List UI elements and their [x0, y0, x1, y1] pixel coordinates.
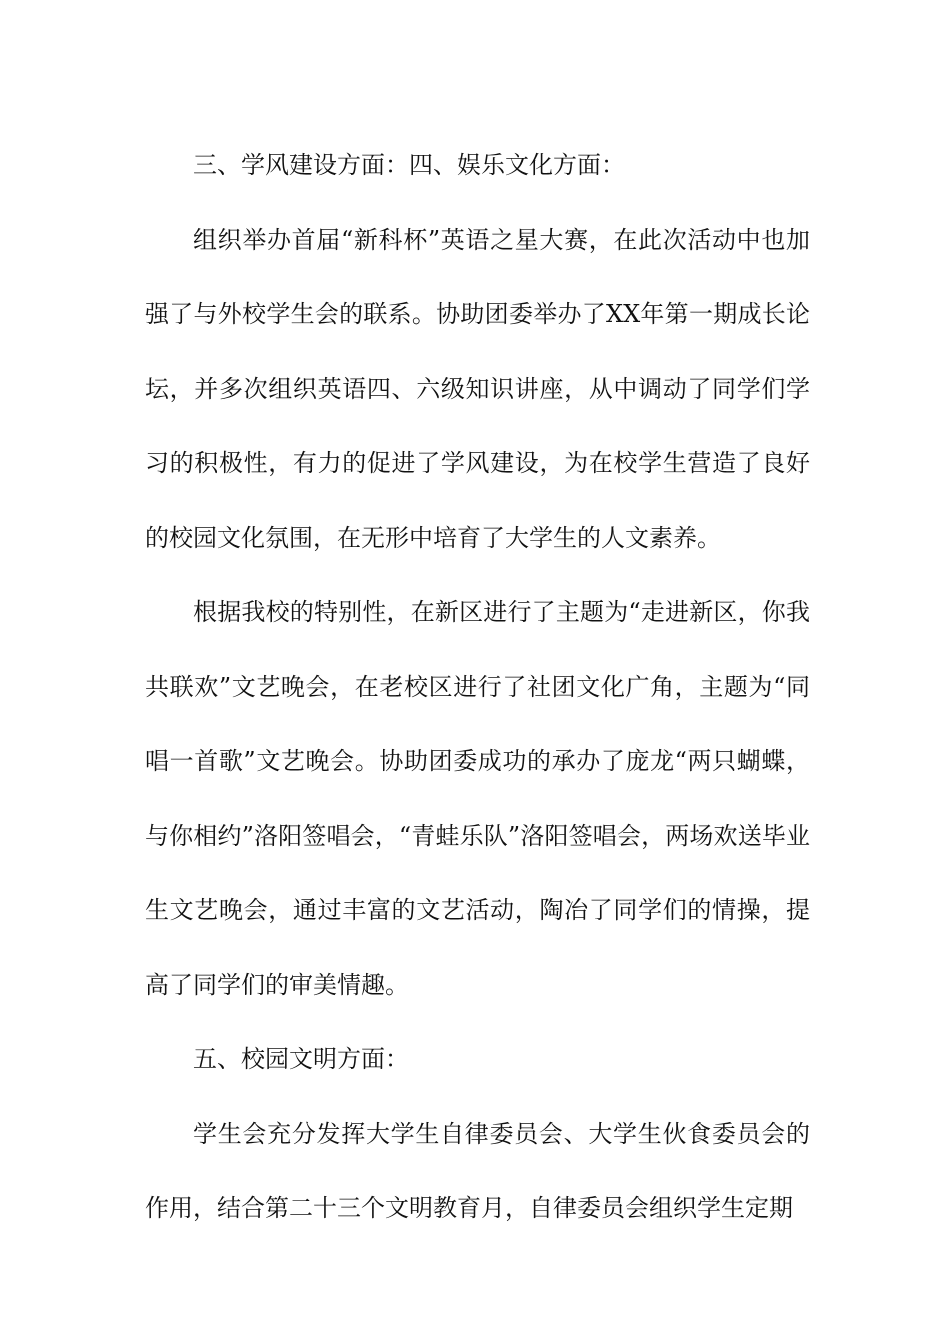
paragraph-campus-civility: 学生会充分发挥大学生自律委员会、大学生伙食委员会的作用，结合第二十三个文明教育月，自律委员会组织学生定期: [145, 1119, 810, 1222]
section-heading-study-entertainment: 三、学风建设方面：四、娱乐文化方面：: [193, 151, 625, 179]
paragraph-study-activities: 组织举办首届“新科杯”英语之星大赛，在此次活动中也加强了与外校学生会的联系。协助团委举办了XX年第一期成长论坛，并多次组织英语四、六级知识讲座，从中调动了同学们学习的积极性，有力的促进了学风建设，为在校学生营造了良好的校园文化氛围，在无形中培育了大学生的人文素养。: [145, 225, 810, 552]
document-body: [145, 128, 810, 1246]
section-heading-campus-civility: 五、校园文明方面：: [193, 1045, 409, 1073]
paragraph-entertainment-activities: 根据我校的特别性，在新区进行了主题为“走进新区，你我共联欢”文艺晚会，在老校区进行了社团文化广角，主题为“同唱一首歌”文艺晚会。协助团委成功的承办了庞龙“两只蝴蝶，与你相约”洛阳签唱会，“青蛙乐队”洛阳签唱会，两场欢送毕业生文艺晚会，通过丰富的文艺活动，陶冶了同学们的情操，提高了同学们的审美情趣。: [145, 598, 810, 999]
